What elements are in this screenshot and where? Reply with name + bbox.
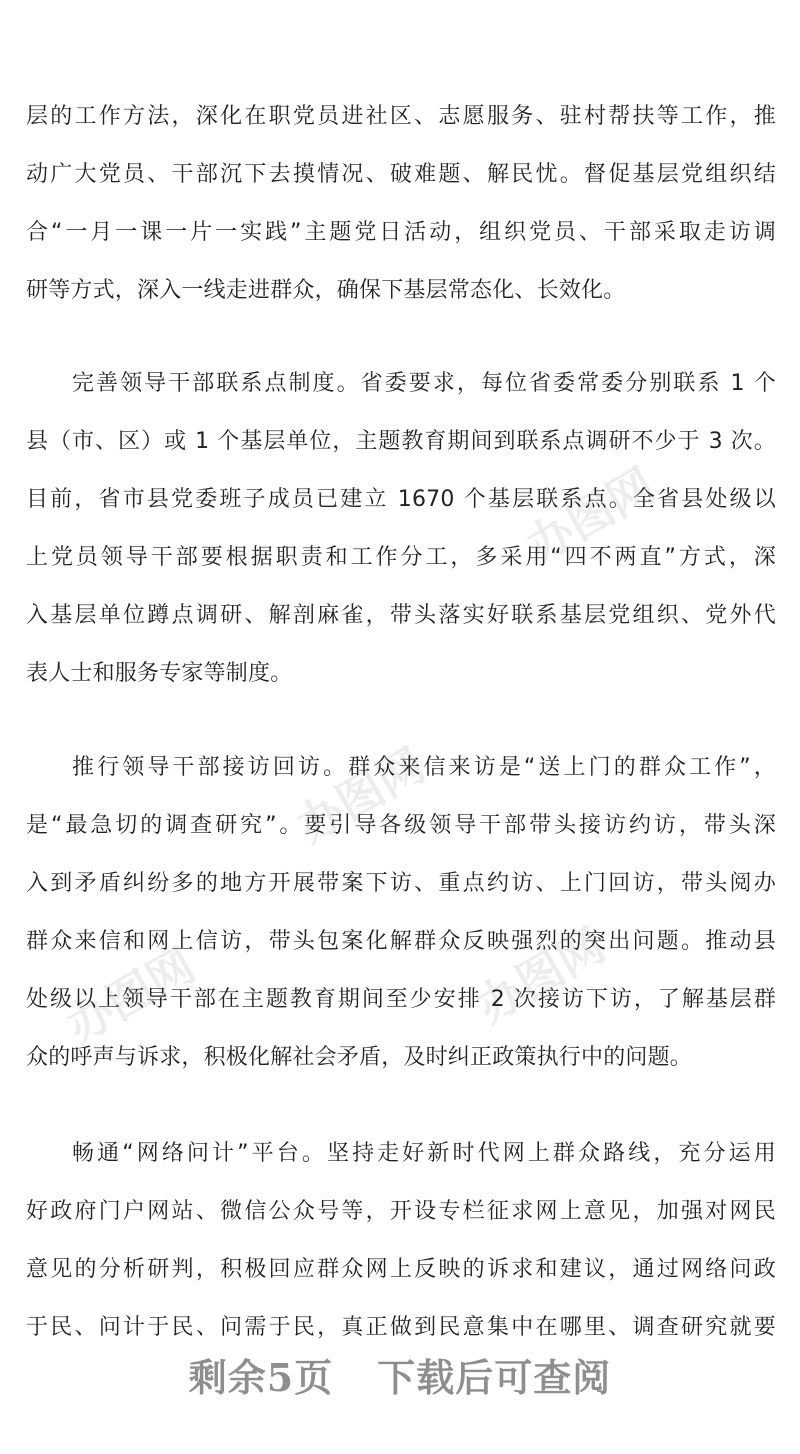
text-line: 动广大党员、干部沉下去摸情况、破难题、解民忧。督促基层党组织结 <box>26 162 776 187</box>
text-line: 上党员领导干部要根据职责和工作分工，多采用“四不两直”方式，深 <box>26 545 776 570</box>
document-body <box>26 88 776 1357</box>
watermark: 办图网 <box>57 937 204 1054</box>
paragraph-2 <box>26 355 776 703</box>
watermark: 办图网 <box>517 457 664 574</box>
text-line: 入基层单位蹲点调研、解剖麻雀，带头落实好联系基层党组织、党外代 <box>26 603 776 628</box>
text-line: 表人士和服务专家等制度。 <box>26 661 293 686</box>
paragraph-gap <box>26 320 776 355</box>
download-to-read-label: 下载后可查阅 <box>377 1355 612 1400</box>
text-line: 于民、问计于民、问需于民，真正做到民意集中在哪里、调查研究就要 <box>26 1315 776 1340</box>
download-prompt[interactable] <box>0 1352 800 1404</box>
watermark: 办图网 <box>287 737 434 854</box>
text-line: 众的呼声与诉求，积极化解社会矛盾，及时纠正政策执行中的问题。 <box>26 1045 693 1070</box>
paragraph-1 <box>26 88 776 320</box>
text-line: 群众来信和网上信访，带头包案化解群众反映强烈的突出问题。推动县 <box>26 929 776 954</box>
text-line: 合“一月一课一片一实践”主题党日活动，组织党员、干部采取走访调 <box>26 220 776 245</box>
text-line: 畅通“网络问计”平台。坚持走好新时代网上群众路线，充分运用 <box>72 1141 776 1166</box>
text-line: 好政府门户网站、微信公众号等，开设专栏征求网上意见，加强对网民 <box>26 1199 776 1224</box>
text-line: 层的工作方法，深化在职党员进社区、志愿服务、驻村帮扶等工作，推 <box>26 104 776 129</box>
paragraph-3 <box>26 739 776 1087</box>
paragraph-gap <box>26 1087 776 1125</box>
text-line: 意见的分析研判，积极回应群众网上反映的诉求和建议，通过网络问政 <box>26 1257 776 1282</box>
text-line: 目前，省市县党委班子成员已建立 1670 个基层联系点。全省县处级以 <box>26 487 776 512</box>
paragraph-4 <box>26 1125 776 1357</box>
remaining-pages-label: 剩余5页 <box>188 1355 334 1400</box>
text-line: 处级以上领导干部在主题教育期间至少安排 2 次接访下访，了解基层群 <box>26 987 776 1012</box>
text-line: 完善领导干部联系点制度。省委要求，每位省委常委分别联系 1 个 <box>72 371 776 396</box>
text-line: 推行领导干部接访回访。群众来信来访是“送上门的群众工作”， <box>72 755 776 780</box>
watermark: 办图网 <box>467 917 614 1034</box>
text-line: 县（市、区）或 1 个基层单位，主题教育期间到联系点调研不少于 3 次。 <box>26 429 776 454</box>
text-line: 入到矛盾纠纷多的地方开展带案下访、重点约访、上门回访，带头阅办 <box>26 871 776 896</box>
text-line: 是“最急切的调查研究”。要引导各级领导干部带头接访约访，带头深 <box>26 813 776 838</box>
paragraph-gap <box>26 703 776 739</box>
text-line: 研等方式，深入一线走进群众，确保下基层常态化、长效化。 <box>26 278 626 303</box>
